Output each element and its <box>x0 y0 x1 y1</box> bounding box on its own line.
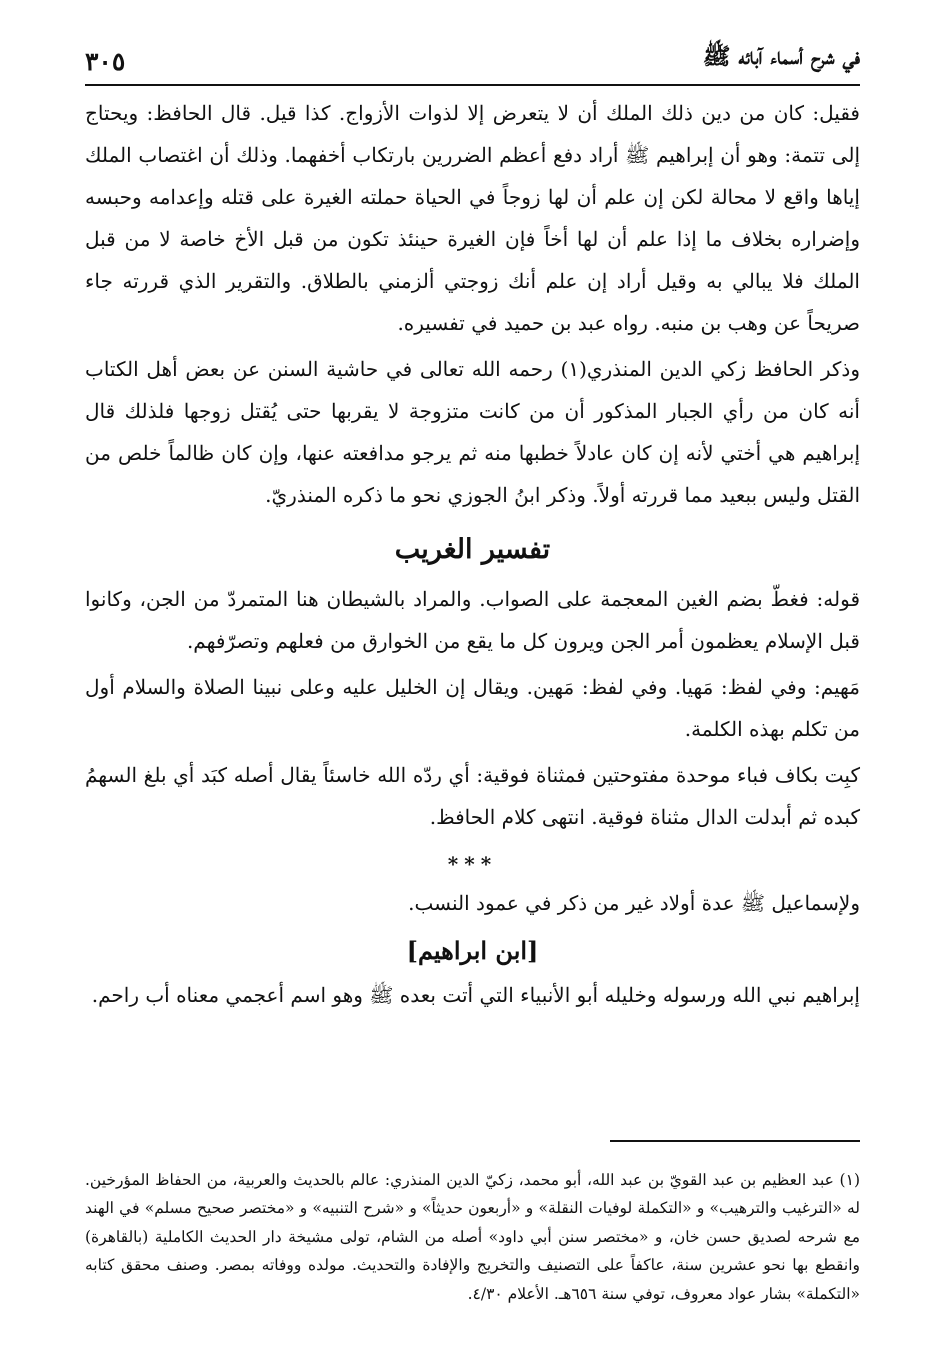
section-separator: *** <box>447 852 498 876</box>
paragraph-ibrahim: إبراهيم نبي الله ورسوله وخليله أبو الأنبياء التي أتت بعده ﷺ وهو اسم أعجمي معناه أب راحم. <box>91 983 860 1007</box>
main-text <box>85 92 860 1016</box>
page-header <box>85 36 860 86</box>
footnote-divider <box>610 1140 860 1142</box>
running-title: في شرح أسماء آبائه ﷺ <box>702 43 860 70</box>
paragraph-hafiz: فقيل: كان من دين ذلك الملك أن لا يتعرض إلا لذوات الأزواج. كذا قيل. قال الحافظ: ويحتاج إلى تتمة: وهو أن إبراهيم ﷺ أراد دفع أعظم الضررين بارتكاب أخفهما. وذلك أن اغتصاب الملك إياها واقع لا محالة لكن إن علم أن لها زوجاً في الحياة حملته الغيرة على قتله وإعدامه وحبسه وإضراره بخلاف ما إذا علم أن لها أخاً فإن الغيرة حينئذ تكون من قبل الأخ خاصة لا من قبل الملك فلا يبالي به وقيل أراد إن علم أنك زوجتي ألزمني بالطلاق. والتقرير الذي قررته جاء صريحاً عن وهب بن منبه. رواه عبد بن حميد في تفسيره. <box>85 101 860 335</box>
paragraph-mahyam: مَهيم: وفي لفظ: مَهيا. وفي لفظ: مَهين. ويقال إن الخليل عليه وعلى نبينا الصلاة والسلام أول من تكلم بهذه الكلمة. <box>85 675 860 741</box>
page-number: ٣٠٥ <box>85 47 126 76</box>
section-heading-gharib: تفسير الغريب <box>394 534 551 565</box>
paragraph-kubita: كبِت بكاف فباء موحدة مفتوحتين فمثناة فوقية: أي ردّه الله خاسئاً يقال أصله كبَد أي بلغ السهمُ كبده ثم أبدلت الدال مثناة فوقية. انتهى كلام الحافظ. <box>85 763 860 829</box>
section-heading-ibn-ibrahim: [ابن ابراهيم] <box>406 936 539 965</box>
paragraph-mundhiri: وذكر الحافظ زكي الدين المنذري(١) رحمه الله تعالى في حاشية السنن عن بعض أهل الكتاب أنه كان من رأي الجبار المذكور أن من كانت متزوجة لا يقربها حتى يُقتل زوجها فلذلك قال إبراهيم هي أختي لأنه إن كان عادلاً خطبها منه ثم يرجو مدافعته عنها، وإن كان ظالماً خلص من القتل وليس ببعيد مما قررته أولاً. وذكر ابنُ الجوزي نحو ما ذكره المنذريّ. <box>85 357 860 507</box>
paragraph-ghatta: قوله: فغطّ بضم الغين المعجمة على الصواب. والمراد بالشيطان هنا المتمردّ من الجن، وكانوا قبل الإسلام يعظمون أمر الجن ويرون كل ما يقع من الخوارق من فعلهم وتصرّفهم. <box>85 587 860 653</box>
footnote: (١) عبد العظيم بن عبد القويّ بن عبد الله، أبو محمد، زكيّ الدين المنذري: عالم بالحديث والعربية، من الحفاظ المؤرخين. له «الترغيب والترهيب» و «التكملة لوفيات النقلة» و «أربعون حديثاً» و «شرح التنبيه» و «مختصر صحيح مسلم» في الهند مع شرحه لصديق حسن خان، و «مختصر سنن أبي داود» أصله من الشام، تولى مشيخة دار الحديث الكاملية (بالقاهرة) وانقطع بها نحو عشرين سنة، عاكفاً على التصنيف والتخريج والإفادة والتحديث. مولده ووفاته بمصر. وصنف محقق كتابه «التكملة» بشار عواد معروف، توفي سنة ٦٥٦هـ. الأعلام ٤/٣٠. <box>85 1170 860 1303</box>
paragraph-ismail: ولإسماعيل ﷺ عدة أولاد غير من ذكر في عمود النسب. <box>408 891 860 915</box>
